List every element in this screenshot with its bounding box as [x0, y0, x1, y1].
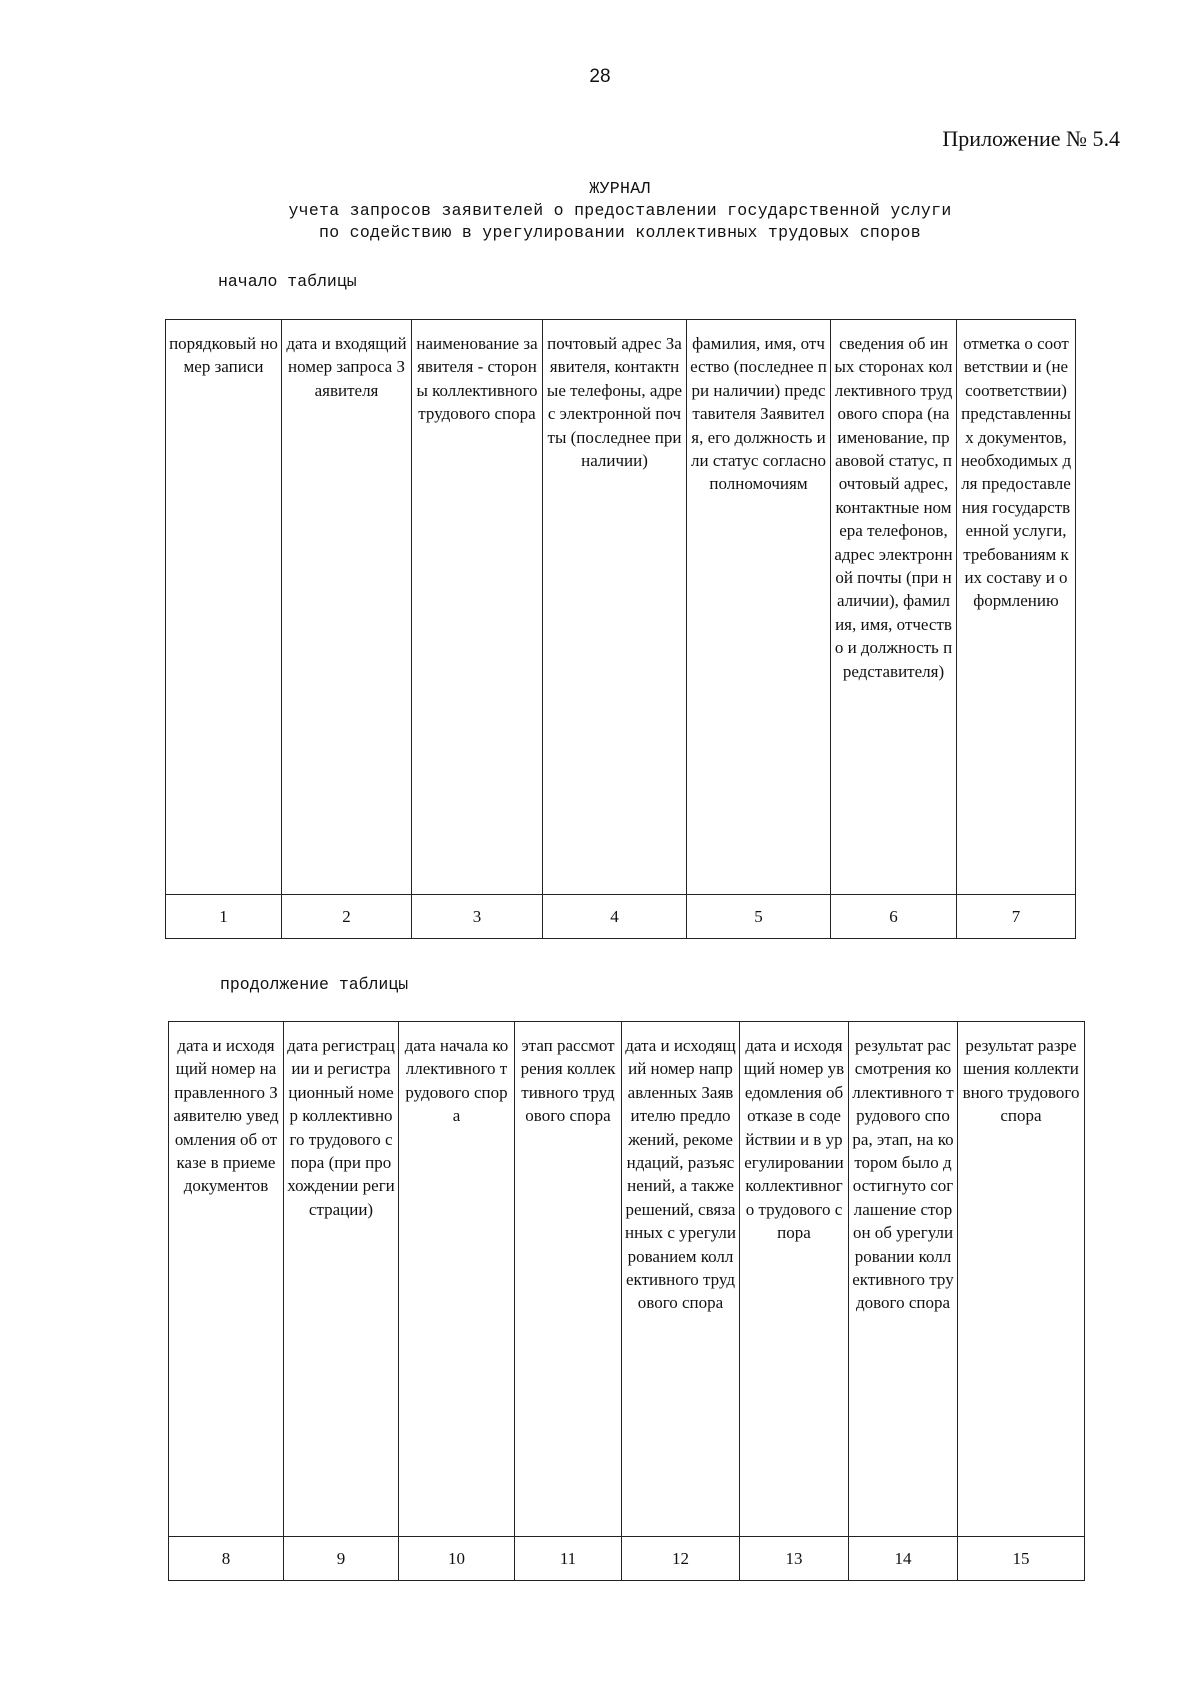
page-number: 28 [589, 66, 611, 87]
table-cont-header-row [169, 1022, 1085, 1537]
column-number: 1 [166, 895, 282, 939]
column-header: дата регистрации и регистрационный номер коллективного трудового спора (при прохождении регистрации) [284, 1022, 399, 1537]
column-number: 4 [543, 895, 687, 939]
column-number: 13 [740, 1537, 849, 1581]
journal-table-continued [168, 1021, 1085, 1581]
table-cont-label: продолжение таблицы [220, 975, 409, 994]
column-header: дата и исходящий номер направленного Заявителю уведомления об отказе в приеме документов [169, 1022, 284, 1537]
column-number: 9 [284, 1537, 399, 1581]
column-header: сведения об иных сторонах коллективного трудового спора (наименование, правовой статус, почтовый адрес, контактные номера телефонов, адрес электронной почты (при наличии), фамилия, имя, отчество и должность представителя) [831, 320, 957, 895]
column-number: 12 [622, 1537, 740, 1581]
column-header: результат рассмотрения коллективного трудового спора, этап, на котором было достигнуто соглашение сторон об урегулировании коллективного трудового спора [849, 1022, 958, 1537]
journal-title: ЖУРНАЛ [589, 179, 651, 198]
column-header: фамилия, имя, отчество (последнее при наличии) представителя Заявителя, его должность или статус согласно полномочиям [687, 320, 831, 895]
column-number: 5 [687, 895, 831, 939]
column-number: 11 [515, 1537, 622, 1581]
column-header: отметка о соответствии и (несоответствии) представленных документов, необходимых для предоставления государственной услуги, требованиям к их составу и оформлению [957, 320, 1076, 895]
column-number: 3 [412, 895, 543, 939]
table-cont-number-row [169, 1537, 1085, 1581]
journal-table-start [165, 319, 1076, 939]
journal-subtitle-line-1: учета запросов заявителей о предоставлении государственной услуги [288, 201, 952, 220]
column-header: этап рассмотрения коллективного трудового спора [515, 1022, 622, 1537]
column-header: порядковый номер записи [166, 320, 282, 895]
column-header: дата и исходящий номер направленных Заявителю предложений, рекомендаций, разъяснений, а также решений, связанных с урегулированием коллективного трудового спора [622, 1022, 740, 1537]
column-header: результат разрешения коллективного трудового спора [958, 1022, 1085, 1537]
column-number: 10 [399, 1537, 515, 1581]
column-number: 7 [957, 895, 1076, 939]
column-number: 2 [282, 895, 412, 939]
column-number: 6 [831, 895, 957, 939]
journal-heading [160, 178, 1080, 244]
table-start-number-row [166, 895, 1076, 939]
column-header: дата и исходящий номер уведомления об отказе в содействии и в урегулировании коллективного трудового спора [740, 1022, 849, 1537]
column-header: почтовый адрес Заявителя, контактные телефоны, адрес электронной почты (последнее при наличии) [543, 320, 687, 895]
appendix-label: Приложение № 5.4 [942, 126, 1120, 151]
table-start-label: начало таблицы [218, 272, 357, 291]
journal-subtitle-line-2: по содействию в урегулировании коллективных трудовых споров [319, 223, 921, 242]
column-header: дата и входящий номер запроса Заявителя [282, 320, 412, 895]
column-number: 8 [169, 1537, 284, 1581]
table-start-header-row [166, 320, 1076, 895]
column-number: 15 [958, 1537, 1085, 1581]
column-header: дата начала коллективного трудового спора [399, 1022, 515, 1537]
column-header: наименование заявителя - стороны коллективного трудового спора [412, 320, 543, 895]
column-number: 14 [849, 1537, 958, 1581]
